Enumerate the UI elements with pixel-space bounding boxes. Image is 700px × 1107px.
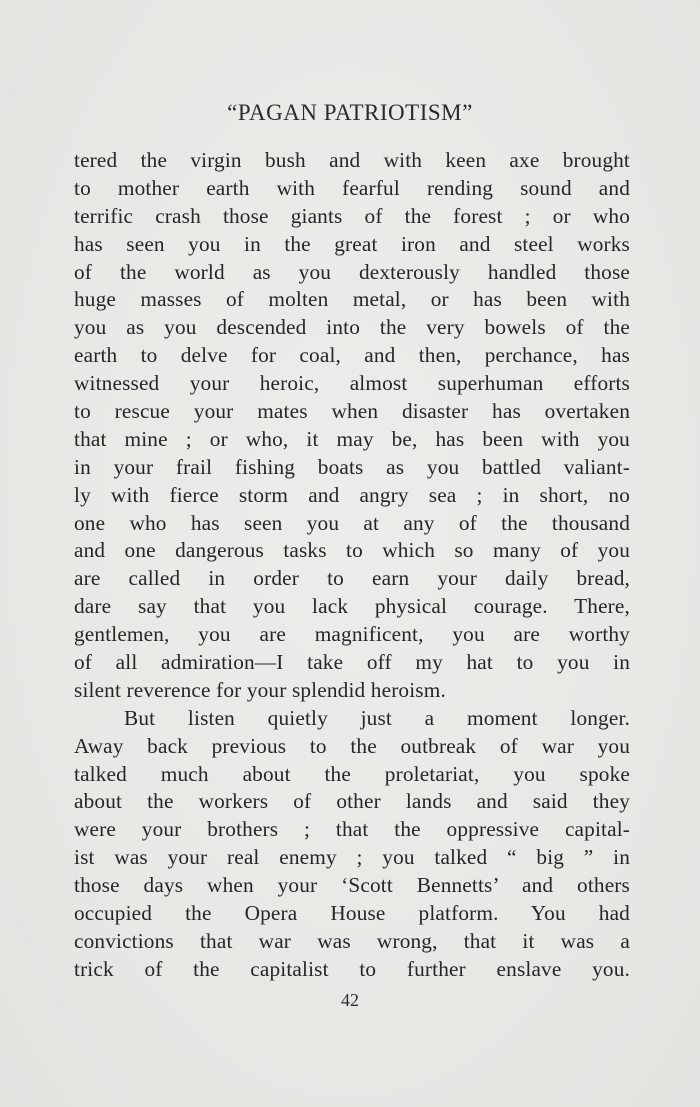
text-line: terrific crash those giants of the forest ; or who [74, 203, 630, 228]
text-line: are called in order to earn your daily bread, [74, 566, 630, 591]
text-line: huge masses of molten metal, or has been with [74, 287, 630, 312]
body-text [74, 147, 630, 984]
text-line: to rescue your mates when disaster has overtaken [74, 399, 630, 424]
text-line: of all admiration—I take off my hat to you in [74, 650, 630, 675]
text-line: gentlemen, you are magnificent, you are worthy [74, 622, 630, 647]
text-line: trick of the capitalist to further enslave you. [74, 956, 630, 981]
text-line: about the workers of other lands and said they [74, 789, 630, 814]
text-line: silent reverence for your splendid heroism. [74, 677, 446, 702]
text-line: convictions that war was wrong, that it was a [74, 928, 630, 953]
text-line: that mine ; or who, it may be, has been with you [74, 426, 630, 451]
text-line: in your frail fishing boats as you battled valiant- [74, 454, 630, 479]
text-line: Away back previous to the outbreak of war you [74, 733, 630, 758]
text-line: those days when your ‘Scott Bennetts’ and others [74, 873, 630, 898]
text-line: has seen you in the great iron and steel works [74, 231, 630, 256]
text-line: to mother earth with fearful rending sound and [74, 175, 630, 200]
text-line: ly with fierce storm and angry sea ; in short, no [74, 482, 630, 507]
text-line: earth to delve for coal, and then, perchance, has [74, 343, 630, 368]
text-line: and one dangerous tasks to which so many of you [74, 538, 630, 563]
text-line: one who has seen you at any of the thousand [74, 510, 630, 535]
text-line: witnessed your heroic, almost superhuman efforts [74, 371, 630, 396]
text-line: you as you descended into the very bowels of the [74, 315, 630, 340]
text-line: dare say that you lack physical courage. There, [74, 594, 630, 619]
page-number: 42 [341, 990, 359, 1010]
text-line: talked much about the proletariat, you spoke [74, 761, 630, 786]
text-line: But listen quietly just a moment longer. [124, 705, 630, 730]
text-line: tered the virgin bush and with keen axe brought [74, 148, 630, 172]
text-line: ist was your real enemy ; you talked “ big ” in [74, 845, 630, 870]
text-line: of the world as you dexterously handled those [74, 259, 630, 284]
text-line: occupied the Opera House platform. You had [74, 901, 630, 926]
running-head: “PAGAN PATRIOTISM” [227, 100, 473, 125]
text-line: were your brothers ; that the oppressive capital- [74, 817, 630, 842]
